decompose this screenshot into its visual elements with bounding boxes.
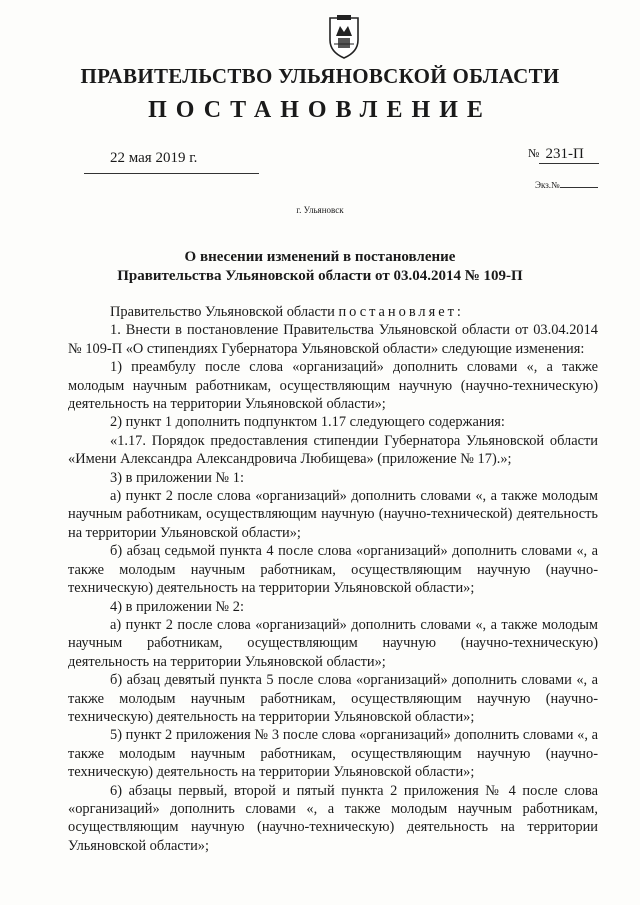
government-title: ПРАВИТЕЛЬСТВО УЛЬЯНОВСКОЙ ОБЛАСТИ [80, 64, 560, 88]
document-date: 22 мая 2019 г. [110, 150, 198, 166]
paragraph: а) пункт 2 после слова «организаций» дополнить словами «, а также молодым научным работникам, осуществляющим научную (научно-техническую) деятельность на территории Ульяновской области»; [68, 616, 598, 670]
subject-line-1: О внесении изменений в постановление [184, 249, 456, 265]
subject-line-2: Правительства Ульяновской области от 03.04.2014 № 109-П [117, 268, 523, 284]
number-value: 231-П [539, 146, 599, 164]
paragraph: б) абзац седьмой пункта 4 после слова «организаций» дополнить словами «, а также молодым научным работникам, осуществляющим научную (научно-техническую) деятельность на территории Ульяновской области»; [68, 543, 598, 597]
copy-number [535, 180, 598, 190]
city: г. Ульяновск [296, 205, 344, 215]
paragraph: 1. Внести в постановление Правительства Ульяновской области от 03.04.2014 № 109-П «О стипендиях Губернатора Ульяновской области» следующие изменения: [68, 322, 598, 357]
intro-text: Правительство Ульяновской области [110, 304, 339, 320]
document-subject [0, 248, 640, 286]
copy-number-label: Экз.№ [535, 180, 560, 190]
paragraph: 6) абзацы первый, второй и пятый пункта 2 приложения № 4 после слова «организаций» дополнить словами «, а также молодым научным работникам, осуществляющим научную (научно-техническую) деятельность на территории Ульяновской области»; [68, 782, 598, 854]
document-type: ПОСТАНОВЛЕНИЕ [148, 97, 492, 123]
paragraph: 5) пункт 2 приложения № 3 после слова «организаций» дополнить словами «, а также молодым научным работникам, осуществляющим научную (научно-техническую) деятельность на территории Ульяновской области»; [68, 727, 598, 781]
paragraph: «1.17. Порядок предоставления стипендии Губернатора Ульяновской области «Имени Александра Александровича Любищева» (приложение № 17).»; [68, 432, 598, 468]
intro-verb: постановляет: [338, 304, 464, 320]
paragraph: 3) в приложении № 1: [110, 469, 244, 486]
copy-number-blank [560, 187, 598, 188]
intro-paragraph [68, 303, 598, 321]
number-sign: № [528, 146, 540, 160]
document-body [68, 303, 598, 855]
paragraph: 1) преамбулу после слова «организаций» дополнить словами «, а также молодым научным работникам, осуществляющим научную (научно-техническую) деятельность на территории Ульяновской области»; [68, 359, 598, 413]
paragraph: а) пункт 2 после слова «организаций» дополнить словами «, а также молодым научным работникам, осуществляющим научную (научно-технической) деятельность на территории Ульяновской области»; [68, 488, 598, 541]
date-underline [84, 173, 259, 174]
paragraph: б) абзац девятый пункта 5 после слова «организаций» дополнить словами «, а также молодым научным работникам, осуществляющим научную (научно-техническую) деятельность на территории Ульяновской области»; [68, 672, 598, 725]
paragraph: 4) в приложении № 2: [110, 598, 244, 615]
coat-of-arms-icon [326, 14, 362, 60]
document-number [528, 146, 599, 164]
paragraph: 2) пункт 1 дополнить подпунктом 1.17 следующего содержания: [110, 414, 505, 431]
